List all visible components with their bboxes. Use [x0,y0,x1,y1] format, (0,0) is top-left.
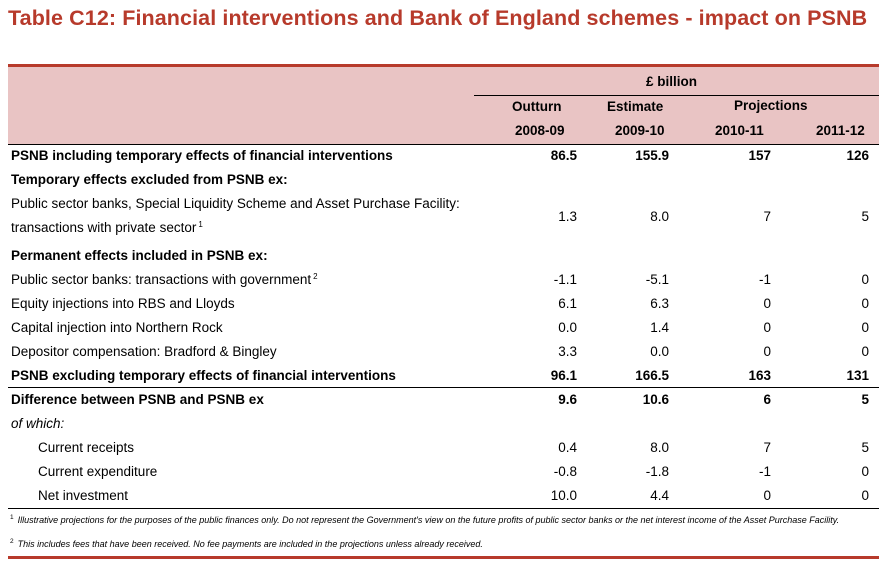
value-2008-09: 86.5 [550,148,577,163]
footnote-1: $^1$ Illustrative projections for the purposes of the public finances only. Do not represent the Government's view on the future profits of public sector banks or the net interest income of the Asset Purchase Facility. [10,514,840,525]
year-2010-11: 2010-11 [715,123,764,138]
value-2011-12: 126 [846,148,869,163]
value-2011-12: 5 [861,440,869,455]
table-row [8,340,879,364]
row-label: of which: [11,416,65,431]
value-2010-11: 7 [763,209,771,224]
estimate-label: Estimate [607,99,664,114]
footnote-ref: 1 [198,219,203,229]
value-2009-10: -5.1 [645,272,669,287]
value-2008-09: 1.3 [558,209,577,224]
row-label: Public sector banks, Special Liquidity Scheme and Asset Purchase Facility: [11,196,460,211]
year-2009-10: 2009-10 [615,123,665,138]
year-2011-12: 2011-12 [816,123,865,138]
value-2010-11: -1 [758,272,771,287]
footnote-2: $^2$ This includes fees that have been received. No fee payments are included in the projections unless already received. [10,538,483,549]
value-2008-09: 10.0 [550,488,577,503]
value-2009-10: 4.4 [650,488,669,503]
row-label: Current receipts [38,440,135,455]
value-2008-09: 0.0 [558,320,577,335]
value-2008-09: 3.3 [558,344,577,359]
projections-label: Projections [734,98,808,113]
table-row [8,364,879,388]
value-2008-09: 9.6 [558,392,577,407]
value-2011-12: 0 [861,464,869,479]
value-2009-10: 155.9 [635,148,669,163]
table-row [8,268,879,292]
table-row [8,292,879,316]
value-2011-12: 0 [861,272,869,287]
row-label: Equity injections into RBS and Lloyds [11,296,235,311]
value-2009-10: 166.5 [635,368,669,383]
value-2009-10: 8.0 [650,440,669,455]
table-row [8,484,879,508]
value-2010-11: -1 [758,464,771,479]
value-2009-10: 6.3 [650,296,669,311]
value-2008-09: 0.4 [558,440,577,455]
year-2008-09: 2008-09 [515,123,565,138]
value-2009-10: 8.0 [650,209,669,224]
section-heading [8,168,879,192]
section-heading [8,244,879,268]
row-label: Public sector banks: transactions with government $^2$ [11,271,318,287]
value-2011-12: 0 [861,296,869,311]
value-2011-12: 5 [861,392,869,407]
value-2010-11: 157 [748,148,771,163]
value-2008-09: -1.1 [553,272,577,287]
value-2011-12: 5 [861,209,869,224]
value-2010-11: 7 [763,440,771,455]
value-2008-09: -0.8 [553,464,577,479]
table-row [8,144,879,168]
row-label: Temporary effects excluded from PSNB ex: [11,172,288,187]
value-2010-11: 0 [763,488,771,503]
unit-label: £ billion [646,74,698,89]
table-row [8,460,879,484]
row-label: Current expenditure [38,464,158,479]
value-2010-11: 0 [763,296,771,311]
value-2011-12: 0 [861,488,869,503]
table-row [8,192,879,240]
table-bottom-line [8,508,879,509]
row-label-continued: transactions with private sector $^1$ [11,219,203,235]
table-row [8,316,879,340]
section-heading [8,412,879,436]
row-label: PSNB excluding temporary effects of financial interventions [11,368,396,383]
value-2009-10: -1.8 [645,464,669,479]
value-2009-10: 10.6 [642,392,669,407]
table-row [8,436,879,460]
value-2011-12: 0 [861,344,869,359]
row-label: PSNB including temporary effects of financial interventions [11,148,393,163]
footnote-ref: 2 [313,271,318,281]
bottom-rule [8,556,879,559]
outturn-label: Outturn [512,99,562,114]
row-label: Capital injection into Northern Rock [11,320,223,335]
value-2010-11: 0 [763,344,771,359]
value-2010-11: 0 [763,320,771,335]
row-label: Difference between PSNB and PSNB ex [11,392,264,407]
value-2008-09: 96.1 [550,368,577,383]
table-row [8,388,879,412]
value-2009-10: 0.0 [650,344,669,359]
row-label: Depositor compensation: Bradford & Bingley [11,344,277,359]
value-2010-11: 163 [748,368,771,383]
value-2011-12: 131 [846,368,869,383]
value-2008-09: 6.1 [558,296,577,311]
row-label: Permanent effects included in PSNB ex: [11,248,268,263]
value-2011-12: 0 [861,320,869,335]
header-divider [474,95,879,96]
row-label: Net investment [38,488,129,503]
value-2009-10: 1.4 [650,320,669,335]
value-2010-11: 6 [763,392,771,407]
page-title: Table C12: Financial interventions and Bank of England schemes - impact on PSNB [8,6,868,30]
